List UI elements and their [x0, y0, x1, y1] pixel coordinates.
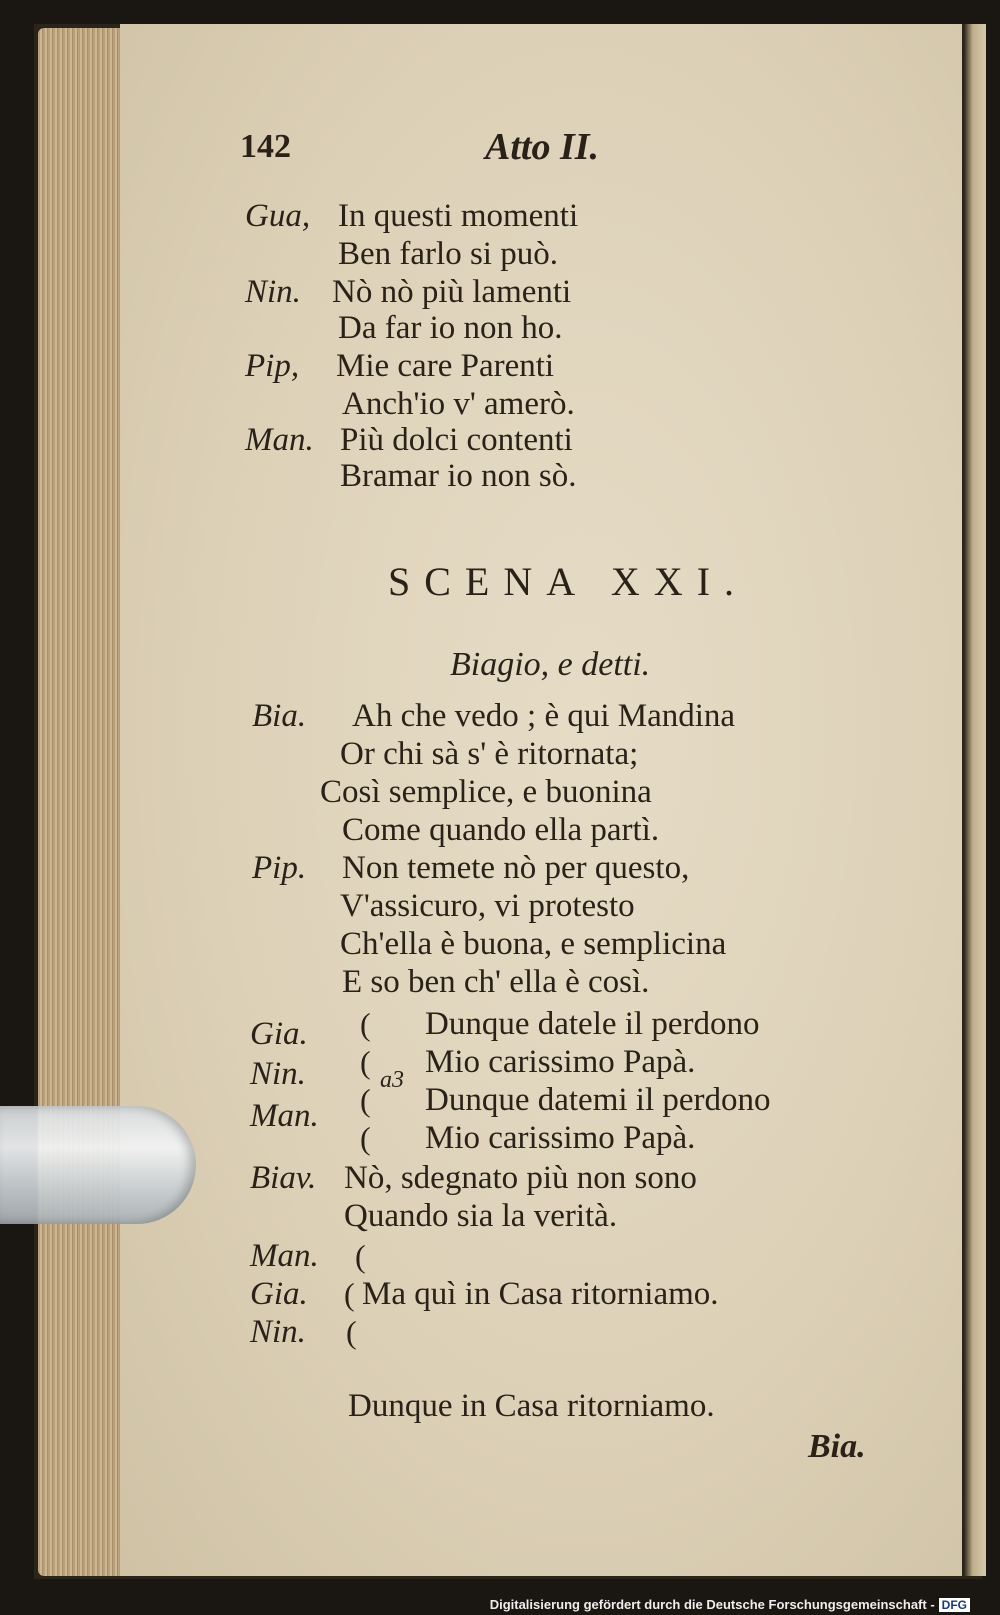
closing-line: Dunque in Casa ritorniamo.	[348, 1388, 715, 1424]
verse-line: Non temete nò per questo,	[342, 850, 690, 886]
verse-line: Anch'io v' amerò.	[342, 386, 575, 422]
dfg-logo: DFG	[939, 1598, 970, 1612]
brace-mark: (	[344, 1276, 355, 1312]
verse-line: Dunque datele il perdono	[425, 1006, 760, 1042]
speaker-label: Man.	[250, 1098, 319, 1134]
speaker-label: Biav.	[250, 1160, 317, 1196]
brace-mark: (	[360, 1044, 371, 1080]
verse-line: Ah che vedo ; è qui Mandina	[352, 698, 736, 734]
facing-page-edge	[964, 24, 986, 1576]
verse-line: Quando sia la verità.	[344, 1198, 618, 1234]
verse-line: Or chi sà s' è ritornata;	[340, 736, 639, 772]
brace-mark: (	[360, 1082, 371, 1118]
speaker-label: Gia.	[250, 1016, 308, 1052]
verse-line: Ben farlo si può.	[338, 236, 558, 272]
brace-mark: (	[355, 1238, 366, 1274]
brace-mark: (	[360, 1006, 371, 1042]
speaker-label: Nin.	[245, 274, 301, 310]
speaker-label: Gua,	[245, 198, 311, 234]
speaker-label: Bia.	[252, 698, 307, 734]
verse-line: Dunque datemi il perdono	[425, 1082, 771, 1118]
verse-line: Da far io non ho.	[338, 310, 563, 346]
verse-line: Nò nò più lamenti	[332, 274, 572, 310]
running-title: Atto II.	[485, 126, 600, 168]
digitization-credit	[490, 1597, 970, 1612]
page-holder-clip	[0, 1106, 196, 1224]
verse-line: Nò, sdegnato più non sono	[344, 1160, 697, 1196]
speaker-label: Man.	[250, 1238, 319, 1274]
page-number: 142	[240, 128, 291, 165]
speaker-label: Man.	[245, 422, 314, 458]
speaker-label: Nin.	[250, 1314, 306, 1350]
page-edges	[38, 28, 124, 1576]
verse-line: Così semplice, e buonina	[320, 774, 652, 810]
verse-line: E so ben ch' ella è così.	[342, 964, 650, 1000]
ensemble-marker: a3	[380, 1067, 404, 1093]
verse-line: Ch'ella è buona, e semplicina	[340, 926, 727, 962]
brace-mark: (	[360, 1120, 371, 1156]
speaker-label: Nin.	[250, 1056, 306, 1092]
speaker-label: Pip.	[252, 850, 307, 886]
brace-mark: (	[346, 1314, 357, 1350]
catchword: Bia.	[808, 1428, 866, 1465]
speaker-label: Gia.	[250, 1276, 308, 1312]
credit-text: Digitalisierung gefördert durch die Deutsche Forschungsgemeinschaft -	[489, 1597, 935, 1612]
scene-characters: Biagio, e detti.	[450, 646, 651, 683]
verse-line: Mio carissimo Papà.	[425, 1044, 696, 1080]
verse-line: Più dolci contenti	[340, 422, 573, 458]
verse-line: Mio carissimo Papà.	[425, 1120, 696, 1156]
scene-title: SCENA XXI.	[388, 559, 749, 604]
verse-line: Mie care Parenti	[336, 348, 555, 384]
verse-line: In questi momenti	[338, 198, 579, 234]
verse-line: Bramar io non sò.	[340, 458, 577, 494]
verse-line: Come quando ella partì.	[342, 812, 660, 848]
verse-line: Ma quì in Casa ritorniamo.	[362, 1276, 719, 1312]
speaker-label: Pip,	[245, 348, 300, 384]
verse-line: V'assicuro, vi protesto	[340, 888, 635, 924]
